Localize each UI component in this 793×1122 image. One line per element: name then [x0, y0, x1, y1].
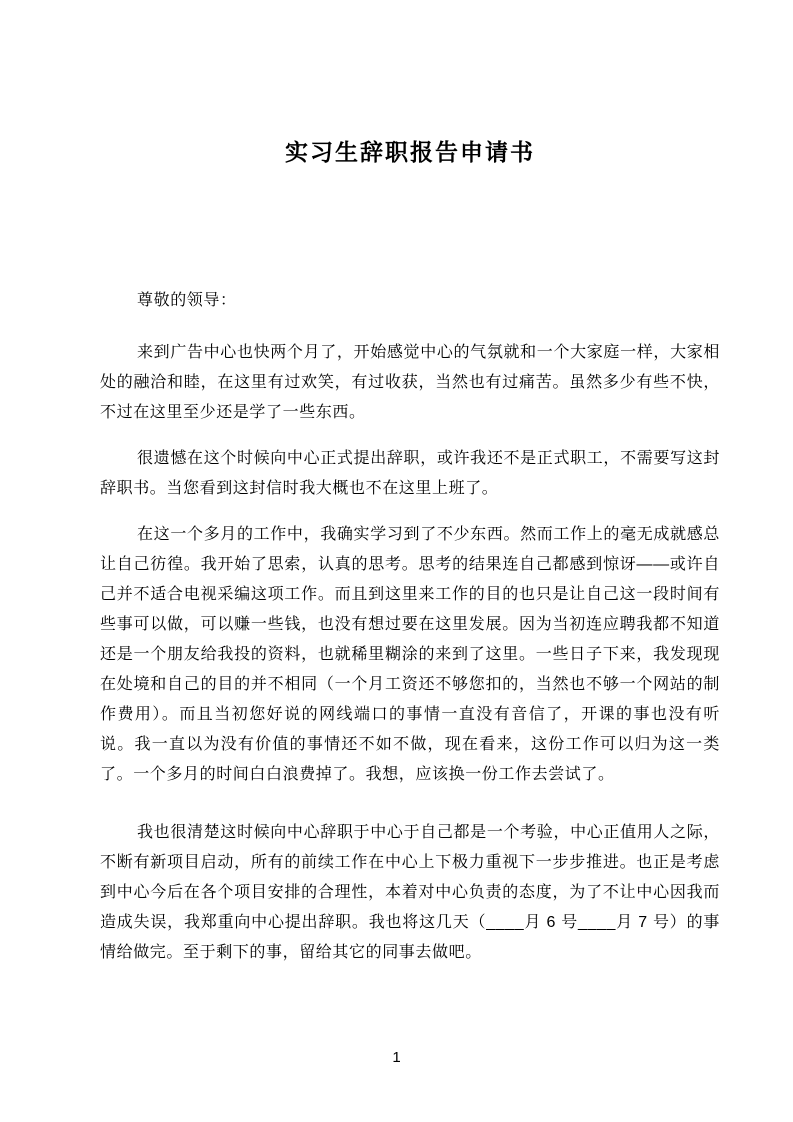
body-paragraph-4: 我也很清楚这时候向中心辞职于中心于自己都是一个考验，中心正值用人之际，不断有新项目启动，所有的前续工作在中心上下极力重视下一步步推进。也正是考虑到中心今后在各个项目安排的合理性，本着对中心负责的态度，为了不让中心因我而造成失误，我郑重向中心提出辞职。我也将这几天（____月 6 号____月 7 号）的事情给做完。至于剩下的事，留给其它的同事去做吧。: [100, 824, 720, 961]
body-paragraph-2: 很遗憾在这个时候向中心正式提出辞职，或许我还不是正式职工，不需要写这封辞职书。当您看到这封信时我大概也不在这里上班了。: [100, 450, 720, 497]
body-paragraph-3: 在这一个多月的工作中，我确实学习到了不少东西。然而工作上的毫无成就感总让自己彷徨。我开始了思索，认真的思考。思考的结果连自己都感到惊讶——或许自己并不适合电视采编这项工作。而且到这里来工作的目的也只是让自己这一段时间有些事可以做，可以赚一些钱，也没有想过要在这里发展。因为当初连应聘我都不知道还是一个朋友给我投的资料，也就稀里糊涂的来到了这里。一些日子下来，我发现现在处境和自己的目的并不相同（一个月工资还不够您扣的，当然也不够一个网站的制作费用）。而且当初您好说的网线端口的事情一直没有音信了，开课的事也没有听说。我一直以为没有价值的事情还不如不做，现在看来，这份工作可以归为这一类了。一个多月的时间白白浪费掉了。我想，应该换一份工作去尝试了。: [100, 526, 720, 783]
page-number: 1: [392, 1049, 401, 1066]
salutation: 尊敬的领导：: [137, 292, 237, 309]
page-title: 实习生辞职报告申请书: [285, 139, 535, 165]
body-paragraph-1: 来到广告中心也快两个月了，开始感觉中心的气氛就和一个大家庭一样，大家相处的融洽和睦，在这里有过欢笑，有过收获，当然也有过痛苦。虽然多少有些不快，不过在这里至少还是学了一些东西。: [100, 344, 720, 421]
